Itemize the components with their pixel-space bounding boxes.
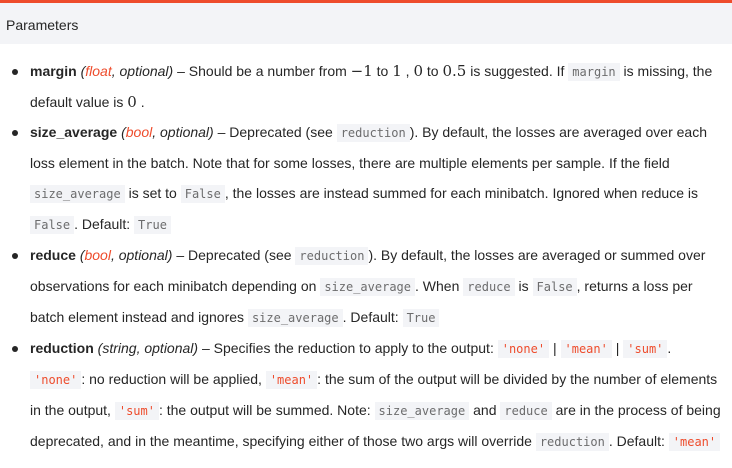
code-none: 'none': [498, 340, 549, 358]
code-false: False: [181, 185, 225, 203]
parameters-title: Parameters: [6, 17, 79, 33]
param-type: (float, optional): [80, 63, 174, 79]
code-sum: 'sum': [623, 340, 667, 358]
code-size-average: size_average: [320, 278, 415, 296]
code-size-average: size_average: [248, 309, 343, 327]
param-type: (string, optional): [97, 340, 199, 356]
code-reduce: reduce: [500, 402, 551, 420]
param-reduction: reduction (string, optional) – Specifies the reduction to apply to the output: 'none' | 'mean' | 'sum' . 'none' : no reduction will be applied, 'mean' : the sum of the output will be divided by the number of elements in the output, 'sum' : the output will be summed. Note: size_average and reduce are in the process of being deprecated, and in the meantime, specifying either of those two args will override reduction . Default: 'mean': [0, 333, 732, 457]
code-size-average: size_average: [375, 402, 470, 420]
code-reduction-link[interactable]: reduction: [295, 247, 368, 265]
code-mean: 'mean': [266, 371, 317, 389]
code-false: False: [533, 278, 577, 296]
code-none: 'none': [30, 371, 81, 389]
bullet-icon: [12, 346, 18, 352]
param-name: reduction: [30, 340, 94, 356]
code-mean: 'mean': [669, 433, 720, 451]
parameters-list: [0, 56, 732, 457]
code-false: False: [30, 216, 74, 234]
param-name: size_average: [30, 124, 118, 140]
code-size-average: size_average: [30, 185, 125, 203]
code-true: True: [134, 216, 171, 234]
code-sum: 'sum': [115, 402, 159, 420]
bullet-icon: [12, 69, 18, 75]
param-size-average: size_average (bool, optional) – Deprecated (see reduction ). By default, the losses are averaged over each loss element in the batch. Note that for some losses, there are multiple elements per sample. If the field size_average is set to False , the losses are instead summed for each minibatch. Ignored when reduce is False . Default: True: [0, 117, 732, 240]
code-margin: margin: [568, 63, 619, 81]
code-reduction: reduction: [536, 433, 609, 451]
bullet-icon: [12, 253, 18, 259]
code-reduction-link[interactable]: reduction: [337, 124, 410, 142]
code-reduce: reduce: [463, 278, 514, 296]
parameters-header: [0, 0, 732, 44]
param-margin: margin (float, optional) – Should be a number from −1 to 1 , 0 to 0.5 is suggested. If margin is missing, the default value is 0 .: [0, 56, 732, 117]
param-name: margin: [30, 63, 77, 79]
param-reduce: reduce (bool, optional) – Deprecated (see reduction ). By default, the losses are averaged or summed over observations for each minibatch depending on size_average . When reduce is False , returns a loss per batch element instead and ignores size_average . Default: True: [0, 240, 732, 333]
param-name: reduce: [30, 247, 76, 263]
bullet-icon: [12, 130, 18, 136]
param-type: (bool, optional): [121, 124, 214, 140]
code-true: True: [403, 309, 440, 327]
param-type: (bool, optional): [79, 247, 173, 263]
code-mean: 'mean': [561, 340, 612, 358]
